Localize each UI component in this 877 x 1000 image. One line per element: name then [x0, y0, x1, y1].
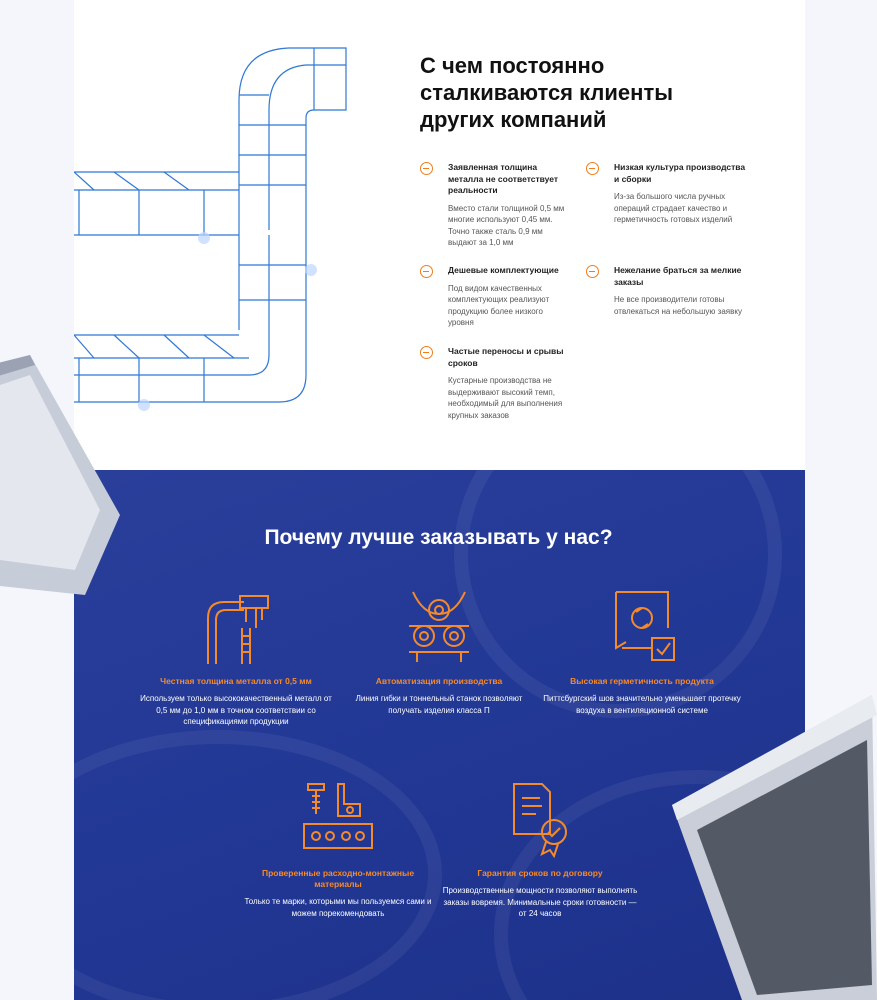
problem-title: Дешевые комплектующие: [448, 265, 559, 275]
rollers-icon: [399, 588, 479, 666]
feature-text: Питтсбургский шов значительно уменьшает протечку воздуха в вентиляционной системе: [543, 694, 741, 715]
caliper-icon: [196, 588, 276, 666]
problem-text: Не все производители готовы отвлекаться на небольшую заявку: [614, 295, 742, 316]
feature-text: Только те марки, которыми мы пользуемся сами и можем порекомендовать: [244, 897, 432, 918]
fasteners-icon: [298, 780, 378, 858]
feature-title: Проверенные расходно-монтажные материалы: [261, 868, 415, 889]
sealed-box-icon: [602, 588, 682, 666]
feature-item: [238, 780, 438, 919]
minus-circle-icon: [420, 162, 433, 175]
problem-text: Из-за большого числа ручных операций страдает качество и герметичность готовых изделий: [614, 192, 733, 224]
feature-item: [136, 588, 336, 728]
problem-item: [420, 346, 570, 421]
feature-title: Автоматизация производства: [375, 676, 503, 686]
certificate-icon: [500, 780, 580, 858]
feature-title: Честная толщина металла от 0,5 мм: [160, 676, 312, 686]
feature-text: Производственные мощности позволяют выполнять заказы вовремя. Минимальные сроки готовности — от 24 часов: [442, 886, 638, 918]
problem-title: Заявленная толщина металла не соответствует реальности: [448, 162, 559, 195]
feature-title: Гарантия сроков по договору: [477, 868, 603, 878]
minus-circle-icon: [586, 162, 599, 175]
problem-title: Низкая культура производства и сборки: [614, 162, 746, 184]
minus-circle-icon: [420, 265, 433, 278]
metal-duct-image-right: [672, 695, 877, 1000]
problem-item: [586, 162, 746, 226]
problem-text: Кустарные производства не выдерживают высокий темп, необходимый для выполнения крупных заказов: [448, 376, 563, 420]
problem-item: [420, 265, 570, 329]
minus-circle-icon: [586, 265, 599, 278]
metal-duct-image-left: [0, 345, 140, 595]
problem-text: Под видом качественных комплектующих реализуют продукцию более низкого уровня: [448, 283, 550, 327]
feature-text: Используем только высококачественный металл от 0,5 мм до 1,0 мм в точном соответствии со спецификациями продукции: [140, 694, 332, 726]
feature-title: Высокая герметичность продукта: [570, 676, 714, 686]
feature-item: [440, 780, 640, 920]
problem-title: Частые переносы и срывы сроков: [448, 346, 564, 368]
problems-title: С чем постоянно сталкиваются клиенты других компаний: [420, 53, 673, 132]
problem-item: [420, 162, 570, 249]
feature-text: Линия гибки и тоннельный станок позволяют получать изделия класса П: [355, 694, 523, 715]
problem-title: Нежелание браться за мелкие заказы: [614, 265, 742, 287]
feature-item: [339, 588, 539, 716]
feature-item: [542, 588, 742, 716]
why-us-title: Почему лучше заказывать у нас?: [264, 526, 613, 549]
minus-circle-icon: [420, 346, 433, 359]
problem-item: [586, 265, 746, 317]
problem-text: Вместо стали толщиной 0,5 мм многие используют 0,45 мм. Точно также сталь 0,9 мм выдают за 1,0 мм: [448, 203, 565, 247]
